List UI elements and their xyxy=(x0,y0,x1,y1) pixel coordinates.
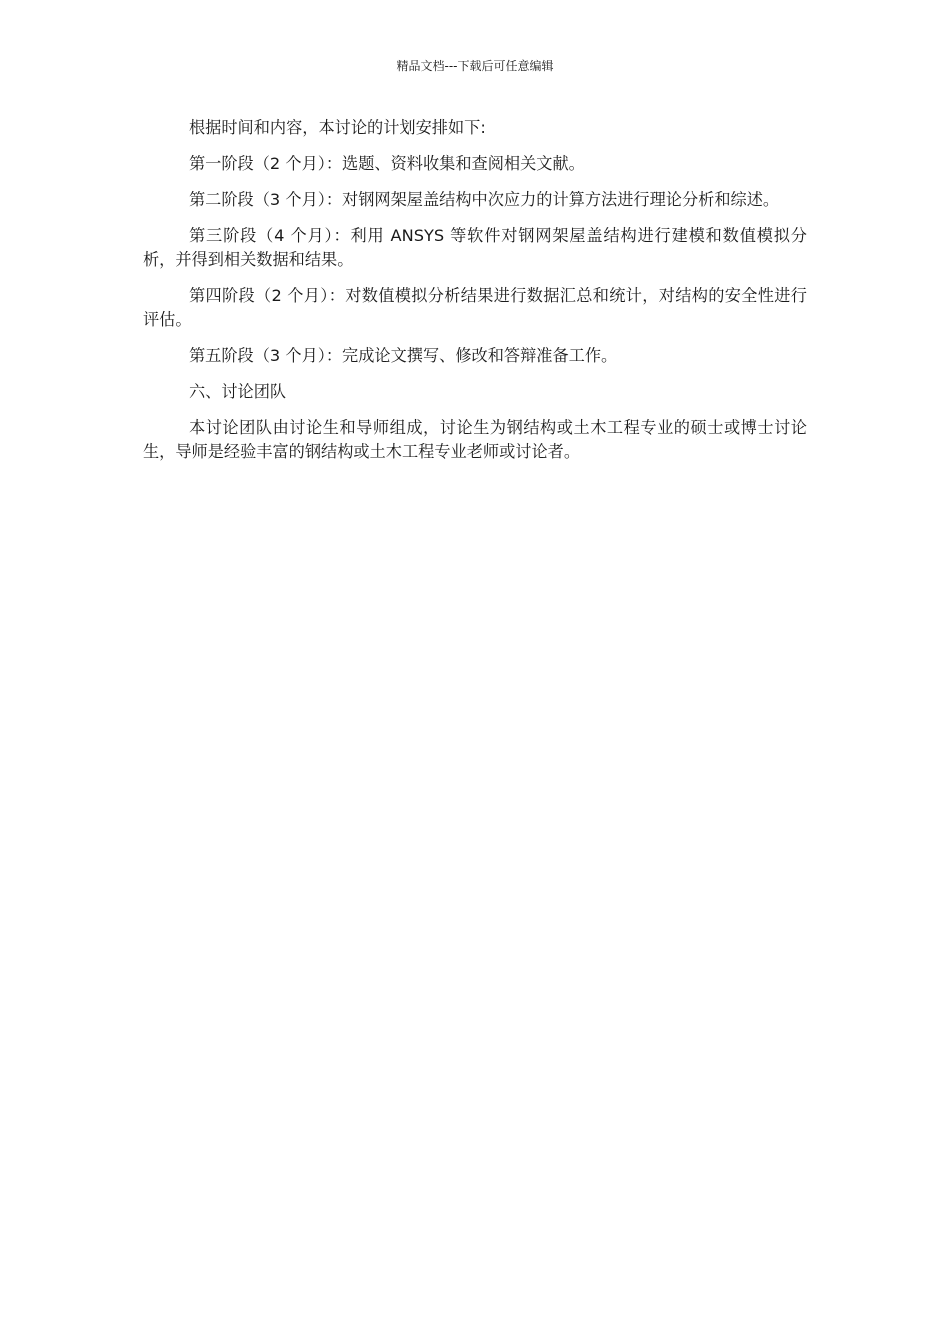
paragraph-phase-5: 第五阶段（3 个月）：完成论文撰写、修改和答辩准备工作。 xyxy=(189,346,618,365)
paragraph-team-description: 本讨论团队由讨论生和导师组成，讨论生为钢结构或土木工程专业的硕士或博士讨论生，导师是经验丰富的钢结构或土木工程专业老师或讨论者。 xyxy=(143,418,807,461)
paragraph-phase-1: 第一阶段（2 个月）：选题、资料收集和查阅相关文献。 xyxy=(189,154,585,173)
section-heading-team: 六、讨论团队 xyxy=(189,382,287,401)
paragraph-phase-2: 第二阶段（3 个月）：对钢网架屋盖结构中次应力的计算方法进行理论分析和综述。 xyxy=(189,190,780,209)
paragraph-schedule-intro: 根据时间和内容，本讨论的计划安排如下: xyxy=(189,118,486,137)
page-header: 精品文档---下载后可任意编辑 xyxy=(396,59,554,73)
paragraph-phase-3: 第三阶段（4 个月）：利用 ANSYS 等软件对钢网架屋盖结构进行建模和数值模拟分析，并得到相关数据和结果。 xyxy=(143,226,807,269)
paragraph-phase-4: 第四阶段（2 个月）：对数值模拟分析结果进行数据汇总和统计，对结构的安全性进行评估。 xyxy=(143,286,807,329)
document-body xyxy=(143,116,807,476)
